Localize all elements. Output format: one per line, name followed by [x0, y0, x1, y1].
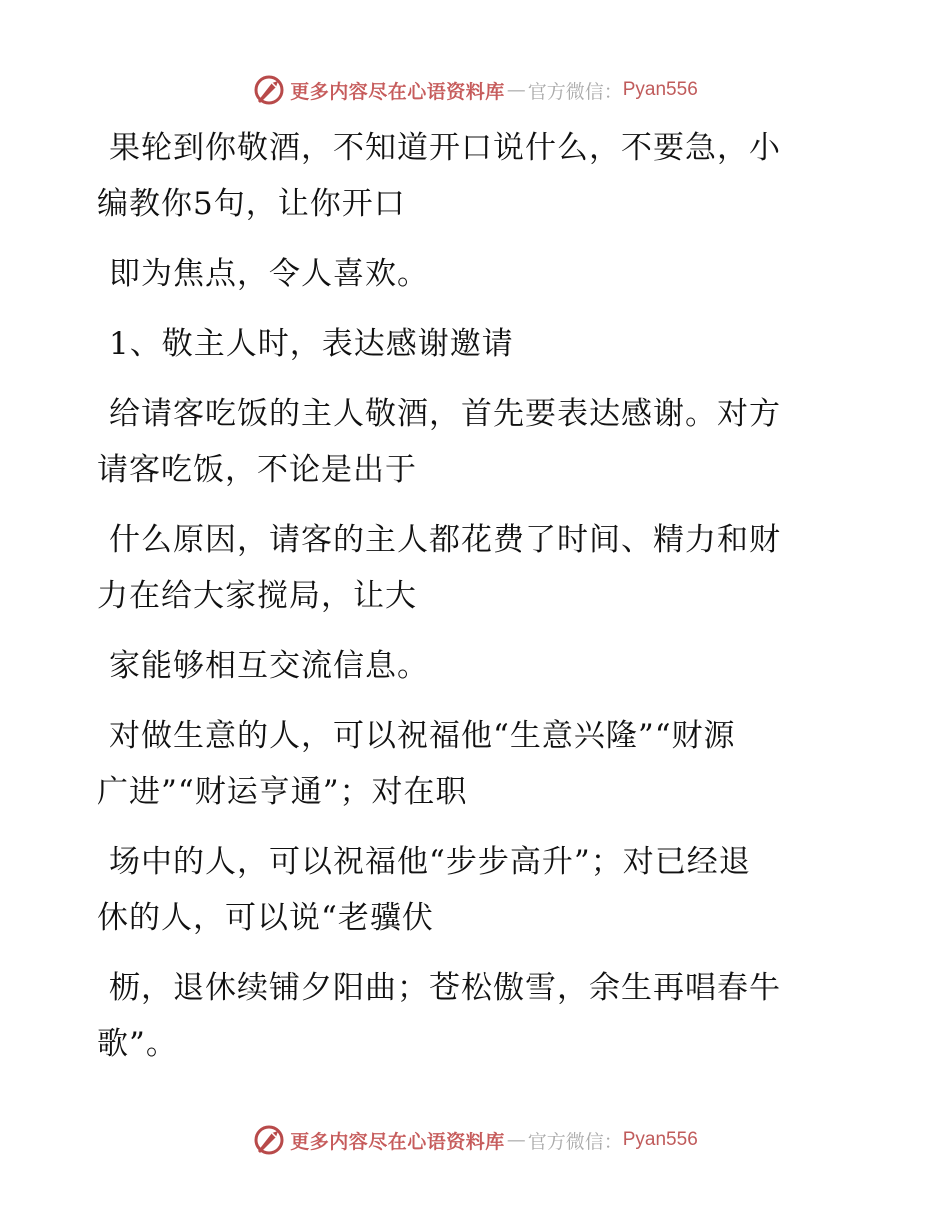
paragraph-line: 场中的人，可以祝福他“步步高升”；对已经退 [109, 844, 751, 880]
paragraph [97, 960, 832, 1072]
paragraph-line: 歌”。 [97, 1026, 178, 1062]
paragraph [97, 708, 832, 820]
watermark-dash: — [506, 79, 526, 101]
paragraph-line: 家能够相互交流信息。 [109, 648, 429, 684]
paragraph-line: 枥，退休续铺夕阳曲；苍松傲雪，余生再唱春牛 [109, 970, 781, 1006]
paragraph [97, 386, 832, 498]
section-heading [97, 316, 832, 372]
paragraph-line: 果轮到你敬酒，不知道开口说什么，不要急，小 [109, 130, 781, 166]
pen-nib-circle-logo-icon [252, 73, 286, 107]
watermark-dash: — [506, 1129, 526, 1151]
paragraph-line: 即为焦点，令人喜欢。 [109, 256, 429, 292]
paragraph-line: 对做生意的人，可以祝福他“生意兴隆”“财源 [109, 718, 736, 754]
paragraph-line: 给请客吃饭的主人敬酒，首先要表达感谢。对方 [109, 396, 781, 432]
paragraph-line: 编教你5句，让你开口 [97, 186, 406, 222]
footer-watermark [0, 1120, 950, 1160]
paragraph [97, 120, 832, 232]
document-body [97, 120, 832, 1086]
paragraph-line: 1、敬主人时，表达感谢邀请 [109, 326, 514, 362]
paragraph [97, 246, 832, 302]
watermark-wechat-id: Pyan556 [622, 79, 698, 100]
paragraph [97, 638, 832, 694]
watermark-site-text: 更多内容尽在心语资料库 [290, 1130, 505, 1153]
paragraph-line: 力在给大家搅局，让大 [97, 578, 417, 614]
paragraph-line: 什么原因，请客的主人都花费了时间、精力和财 [109, 522, 781, 558]
header-watermark [0, 70, 950, 110]
watermark-wechat-id: Pyan556 [622, 1129, 698, 1150]
paragraph [97, 834, 832, 946]
paragraph-line: 广进”“财运亨通”；对在职 [97, 774, 468, 810]
paragraph-line: 休的人，可以说“老骥伏 [97, 900, 434, 936]
paragraph-line: 请客吃饭，不论是出于 [97, 452, 417, 488]
watermark-wechat-label: 官方微信： [527, 1130, 623, 1153]
watermark-wechat-label: 官方微信： [527, 80, 623, 103]
watermark-site-text: 更多内容尽在心语资料库 [290, 80, 505, 103]
paragraph [97, 512, 832, 624]
pen-nib-circle-logo-icon [252, 1123, 286, 1157]
